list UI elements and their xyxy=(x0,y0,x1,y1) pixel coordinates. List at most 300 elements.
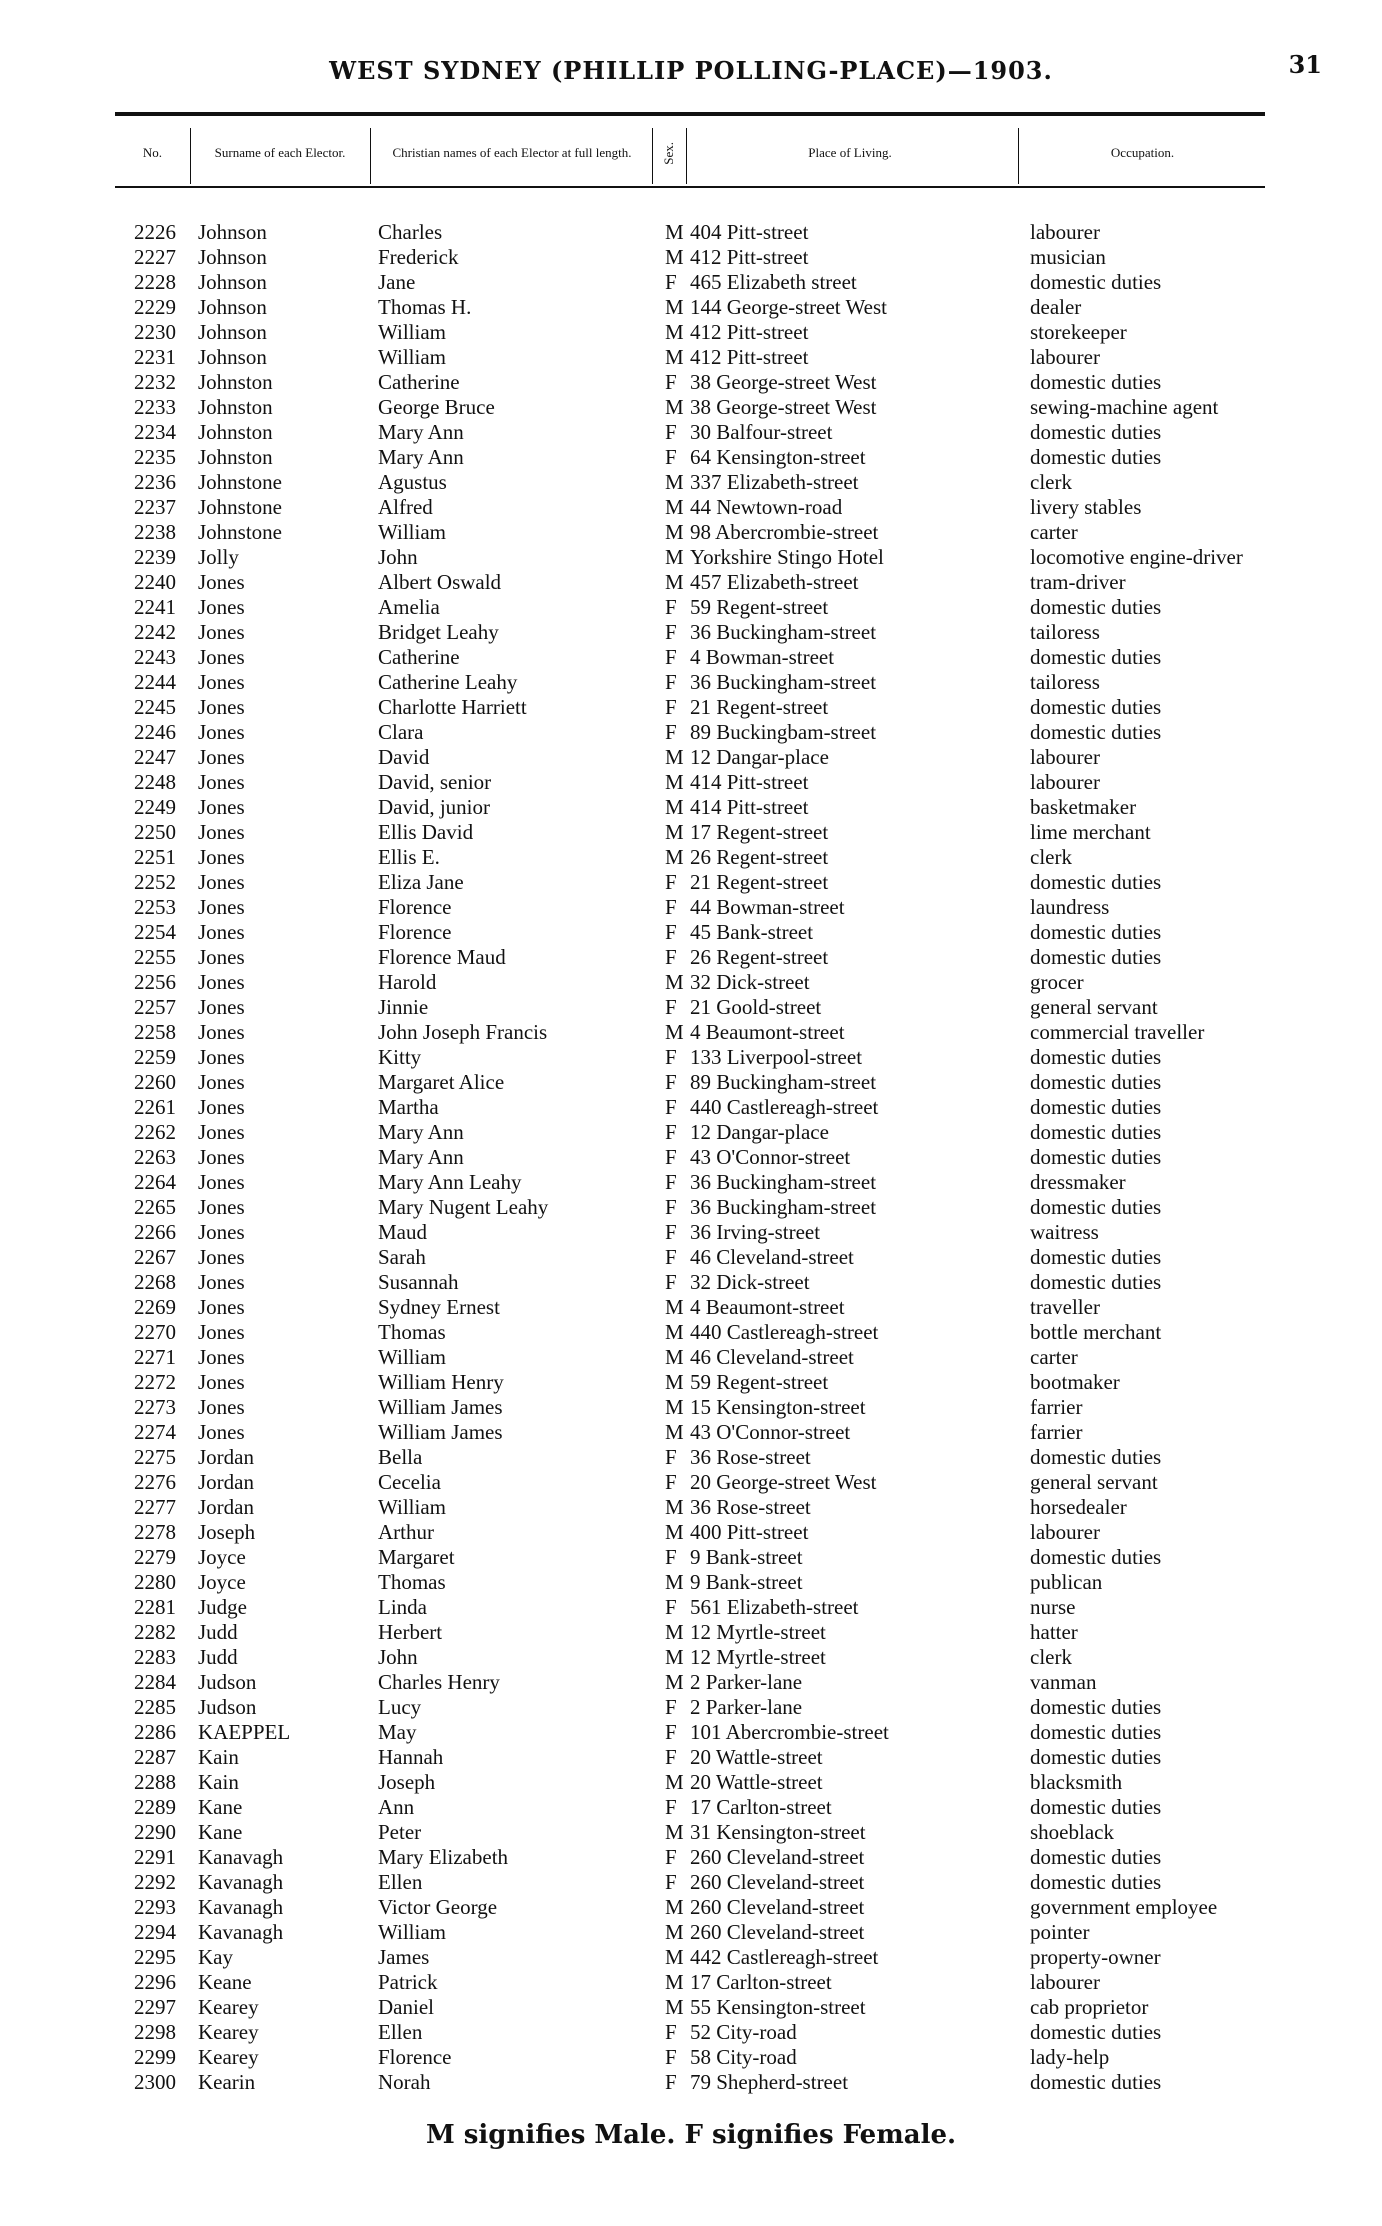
elector-surname: Jones xyxy=(198,1295,245,1319)
elector-surname: Jones xyxy=(198,595,245,619)
elector-christian-names: Bella xyxy=(378,1445,423,1469)
elector-occupation: horsedealer xyxy=(1030,1495,1127,1519)
list-item xyxy=(0,495,1382,520)
elector-surname: Jones xyxy=(198,1070,245,1094)
column-divider xyxy=(686,128,687,184)
elector-number: 2274 xyxy=(134,1420,176,1444)
elector-sex: F xyxy=(665,270,677,294)
elector-place-of-living: 4 Beaumont-street xyxy=(690,1295,845,1319)
elector-place-of-living: 31 Kensington-street xyxy=(690,1820,866,1844)
list-item xyxy=(0,1820,1382,1845)
list-item xyxy=(0,720,1382,745)
elector-surname: Johnstone xyxy=(198,520,282,544)
list-item xyxy=(0,1720,1382,1745)
list-item xyxy=(0,1570,1382,1595)
elector-sex: M xyxy=(665,1995,684,2019)
elector-sex: F xyxy=(665,2045,677,2069)
elector-surname: Kain xyxy=(198,1745,239,1769)
elector-christian-names: Ellen xyxy=(378,2020,423,2044)
elector-occupation: domestic duties xyxy=(1030,645,1162,669)
list-item xyxy=(0,1370,1382,1395)
elector-number: 2248 xyxy=(134,770,176,794)
list-item xyxy=(0,1470,1382,1495)
elector-surname: Jones xyxy=(198,1370,245,1394)
elector-number: 2229 xyxy=(134,295,176,319)
elector-surname: Judge xyxy=(198,1595,247,1619)
elector-surname: Johnson xyxy=(198,220,267,244)
elector-christian-names: Catherine xyxy=(378,645,460,669)
elector-occupation: domestic duties xyxy=(1030,370,1162,394)
elector-number: 2297 xyxy=(134,1995,176,2019)
elector-place-of-living: 17 Carlton-street xyxy=(690,1795,832,1819)
elector-christian-names: Thomas xyxy=(378,1320,446,1344)
elector-christian-names: Charles Henry xyxy=(378,1670,500,1694)
list-item xyxy=(0,420,1382,445)
elector-place-of-living: 4 Bowman-street xyxy=(690,645,835,669)
column-divider xyxy=(370,128,371,184)
elector-christian-names: Jinnie xyxy=(378,995,429,1019)
elector-surname: Johnston xyxy=(198,370,273,394)
elector-sex: M xyxy=(665,1970,684,1994)
elector-number: 2258 xyxy=(134,1020,176,1044)
elector-christian-names: Linda xyxy=(378,1595,427,1619)
elector-christian-names: William James xyxy=(378,1420,503,1444)
list-item xyxy=(0,845,1382,870)
elector-number: 2241 xyxy=(134,595,176,619)
elector-sex: M xyxy=(665,1670,684,1694)
elector-place-of-living: 64 Kensington-street xyxy=(690,445,866,469)
elector-surname: Johnson xyxy=(198,245,267,269)
elector-occupation: domestic duties xyxy=(1030,1145,1162,1169)
elector-sex: F xyxy=(665,1870,677,1894)
elector-surname: Jones xyxy=(198,745,245,769)
elector-place-of-living: 4 Beaumont-street xyxy=(690,1020,845,1044)
elector-place-of-living: 12 Myrtle-street xyxy=(690,1645,826,1669)
elector-christian-names: Mary Ann Leahy xyxy=(378,1170,522,1194)
elector-number: 2253 xyxy=(134,895,176,919)
column-header-surname: Surname of each Elector. xyxy=(214,145,346,160)
list-item xyxy=(0,670,1382,695)
elector-sex: F xyxy=(665,2070,677,2094)
elector-occupation: domestic duties xyxy=(1030,1845,1162,1869)
elector-occupation: vanman xyxy=(1030,1670,1097,1694)
elector-occupation: hatter xyxy=(1030,1620,1078,1644)
list-item xyxy=(0,1045,1382,1070)
list-item xyxy=(0,870,1382,895)
elector-christian-names: Peter xyxy=(378,1820,422,1844)
elector-occupation: domestic duties xyxy=(1030,1245,1162,1269)
elector-number: 2260 xyxy=(134,1070,176,1094)
elector-christian-names: Florence xyxy=(378,920,452,944)
elector-number: 2299 xyxy=(134,2045,176,2069)
elector-place-of-living: 26 Regent-street xyxy=(690,845,829,869)
elector-occupation: farrier xyxy=(1030,1420,1083,1444)
elector-surname: Kavanagh xyxy=(198,1895,284,1919)
elector-occupation: domestic duties xyxy=(1030,1195,1162,1219)
elector-christian-names: Amelia xyxy=(378,595,440,619)
list-item xyxy=(0,645,1382,670)
elector-occupation: tram-driver xyxy=(1030,570,1126,594)
elector-surname: Kane xyxy=(198,1820,243,1844)
list-item xyxy=(0,895,1382,920)
elector-occupation: waitress xyxy=(1030,1220,1099,1244)
elector-surname: Jones xyxy=(198,695,245,719)
elector-number: 2294 xyxy=(134,1920,176,1944)
elector-surname: Johnston xyxy=(198,395,273,419)
elector-place-of-living: 44 Bowman-street xyxy=(690,895,845,919)
elector-place-of-living: 2 Parker-lane xyxy=(690,1695,803,1719)
list-item xyxy=(0,1795,1382,1820)
elector-sex: F xyxy=(665,595,677,619)
elector-number: 2292 xyxy=(134,1870,176,1894)
list-item xyxy=(0,245,1382,270)
elector-surname: Johnson xyxy=(198,320,267,344)
elector-surname: Jones xyxy=(198,995,245,1019)
elector-surname: Jones xyxy=(198,870,245,894)
elector-number: 2252 xyxy=(134,870,176,894)
list-item xyxy=(0,370,1382,395)
elector-christian-names: Cecelia xyxy=(378,1470,441,1494)
elector-surname: Jones xyxy=(198,945,245,969)
list-item xyxy=(0,1945,1382,1970)
elector-number: 2283 xyxy=(134,1645,176,1669)
elector-number: 2262 xyxy=(134,1120,176,1144)
elector-number: 2275 xyxy=(134,1445,176,1469)
elector-christian-names: John xyxy=(378,545,418,569)
elector-sex: M xyxy=(665,845,684,869)
elector-number: 2246 xyxy=(134,720,176,744)
elector-christian-names: Norah xyxy=(378,2070,431,2094)
list-item xyxy=(0,345,1382,370)
elector-surname: Johnstone xyxy=(198,495,282,519)
elector-christian-names: William xyxy=(378,1345,446,1369)
elector-number: 2240 xyxy=(134,570,176,594)
elector-surname: Jones xyxy=(198,1395,245,1419)
elector-place-of-living: 440 Castlereagh-street xyxy=(690,1320,879,1344)
elector-surname: Jones xyxy=(198,770,245,794)
elector-surname: Jones xyxy=(198,720,245,744)
elector-surname: Jones xyxy=(198,645,245,669)
elector-sex: M xyxy=(665,345,684,369)
elector-sex: F xyxy=(665,670,677,694)
elector-sex: M xyxy=(665,1295,684,1319)
elector-christian-names: Mary Elizabeth xyxy=(378,1845,509,1869)
elector-christian-names: David, junior xyxy=(378,795,490,819)
elector-place-of-living: 260 Cleveland-street xyxy=(690,1870,865,1894)
elector-number: 2300 xyxy=(134,2070,176,2094)
elector-occupation: commercial traveller xyxy=(1030,1020,1205,1044)
elector-christian-names: Ann xyxy=(378,1795,415,1819)
elector-christian-names: James xyxy=(378,1945,430,1969)
elector-occupation: pointer xyxy=(1030,1920,1090,1944)
elector-occupation: domestic duties xyxy=(1030,595,1162,619)
elector-surname: Jones xyxy=(198,1270,245,1294)
elector-christian-names: Charlotte Harriett xyxy=(378,695,527,719)
elector-occupation: locomotive engine-driver xyxy=(1030,545,1243,569)
list-item xyxy=(0,1445,1382,1470)
elector-place-of-living: 98 Abercrombie-street xyxy=(690,520,879,544)
elector-sex: F xyxy=(665,1720,677,1744)
elector-place-of-living: 15 Kensington-street xyxy=(690,1395,866,1419)
elector-surname: Kearey xyxy=(198,1995,259,2019)
elector-occupation: domestic duties xyxy=(1030,2020,1162,2044)
elector-sex: M xyxy=(665,1645,684,1669)
elector-surname: Kay xyxy=(198,1945,233,1969)
elector-number: 2227 xyxy=(134,245,176,269)
elector-christian-names: Susannah xyxy=(378,1270,459,1294)
top-rule xyxy=(115,112,1265,116)
elector-sex: F xyxy=(665,1470,677,1494)
elector-sex: F xyxy=(665,1195,677,1219)
elector-christian-names: Clara xyxy=(378,720,424,744)
elector-number: 2272 xyxy=(134,1370,176,1394)
elector-place-of-living: 21 Regent-street xyxy=(690,695,829,719)
elector-christian-names: William Henry xyxy=(378,1370,504,1394)
elector-surname: Judson xyxy=(198,1670,257,1694)
elector-christian-names: Mary Ann xyxy=(378,445,464,469)
elector-christian-names: Thomas xyxy=(378,1570,446,1594)
elector-occupation: publican xyxy=(1030,1570,1103,1594)
elector-place-of-living: 101 Abercrombie-street xyxy=(690,1720,889,1744)
elector-number: 2293 xyxy=(134,1895,176,1919)
elector-sex: F xyxy=(665,1145,677,1169)
elector-place-of-living: 46 Cleveland-street xyxy=(690,1245,854,1269)
elector-number: 2238 xyxy=(134,520,176,544)
elector-sex: M xyxy=(665,220,684,244)
elector-number: 2265 xyxy=(134,1195,176,1219)
list-item xyxy=(0,620,1382,645)
elector-place-of-living: 38 George-street West xyxy=(690,395,877,419)
elector-sex: F xyxy=(665,870,677,894)
elector-number: 2243 xyxy=(134,645,176,669)
elector-sex: M xyxy=(665,1420,684,1444)
elector-number: 2284 xyxy=(134,1670,176,1694)
list-item xyxy=(0,1620,1382,1645)
elector-surname: Johnston xyxy=(198,420,273,444)
elector-sex: F xyxy=(665,945,677,969)
list-item xyxy=(0,520,1382,545)
elector-sex: F xyxy=(665,370,677,394)
elector-occupation: labourer xyxy=(1030,345,1100,369)
list-item xyxy=(0,820,1382,845)
elector-occupation: labourer xyxy=(1030,770,1100,794)
elector-number: 2247 xyxy=(134,745,176,769)
column-header-place: Place of Living. xyxy=(808,145,892,160)
elector-christian-names: Florence Maud xyxy=(378,945,506,969)
elector-place-of-living: 20 Wattle-street xyxy=(690,1745,823,1769)
elector-sex: F xyxy=(665,1120,677,1144)
elector-number: 2245 xyxy=(134,695,176,719)
elector-number: 2281 xyxy=(134,1595,176,1619)
elector-christian-names: Alfred xyxy=(378,495,433,519)
column-divider xyxy=(1018,128,1019,184)
elector-place-of-living: 20 Wattle-street xyxy=(690,1770,823,1794)
elector-place-of-living: 400 Pitt-street xyxy=(690,1520,809,1544)
elector-place-of-living: 21 Regent-street xyxy=(690,870,829,894)
elector-number: 2239 xyxy=(134,545,176,569)
list-item xyxy=(0,1220,1382,1245)
elector-sex: F xyxy=(665,720,677,744)
elector-place-of-living: 414 Pitt-street xyxy=(690,770,809,794)
elector-occupation: domestic duties xyxy=(1030,720,1162,744)
elector-surname: Jordan xyxy=(198,1445,254,1469)
elector-surname: Kavanagh xyxy=(198,1870,284,1894)
elector-surname: Jones xyxy=(198,895,245,919)
elector-place-of-living: 36 Buckingham-street xyxy=(690,1170,877,1194)
elector-christian-names: Catherine Leahy xyxy=(378,670,518,694)
elector-sex: F xyxy=(665,1545,677,1569)
elector-sex: F xyxy=(665,1170,677,1194)
elector-occupation: domestic duties xyxy=(1030,445,1162,469)
elector-surname: Jones xyxy=(198,820,245,844)
elector-christian-names: Arthur xyxy=(378,1520,434,1544)
elector-surname: Jones xyxy=(198,1345,245,1369)
list-item xyxy=(0,570,1382,595)
elector-number: 2233 xyxy=(134,395,176,419)
column-header-row xyxy=(115,120,1265,186)
elector-sex: F xyxy=(665,995,677,1019)
elector-place-of-living: 36 Rose-street xyxy=(690,1445,811,1469)
elector-number: 2264 xyxy=(134,1170,176,1194)
list-item xyxy=(0,270,1382,295)
elector-surname: Johnston xyxy=(198,445,273,469)
elector-number: 2291 xyxy=(134,1845,176,1869)
elector-christian-names: Hannah xyxy=(378,1745,444,1769)
elector-occupation: blacksmith xyxy=(1030,1770,1123,1794)
elector-place-of-living: 58 City-road xyxy=(690,2045,797,2069)
elector-number: 2244 xyxy=(134,670,176,694)
elector-occupation: bottle merchant xyxy=(1030,1320,1162,1344)
elector-occupation: nurse xyxy=(1030,1595,1076,1619)
elector-place-of-living: 457 Elizabeth-street xyxy=(690,570,859,594)
elector-number: 2235 xyxy=(134,445,176,469)
elector-occupation: livery stables xyxy=(1030,495,1142,519)
elector-sex: M xyxy=(665,1495,684,1519)
elector-surname: Jones xyxy=(198,1120,245,1144)
elector-occupation: domestic duties xyxy=(1030,695,1162,719)
elector-number: 2271 xyxy=(134,1345,176,1369)
list-item xyxy=(0,1420,1382,1445)
elector-sex: F xyxy=(665,1245,677,1269)
elector-surname: Jordan xyxy=(198,1470,254,1494)
elector-number: 2237 xyxy=(134,495,176,519)
elector-sex: F xyxy=(665,1045,677,1069)
list-item xyxy=(0,1245,1382,1270)
elector-place-of-living: Yorkshire Stingo Hotel xyxy=(690,545,884,569)
elector-number: 2295 xyxy=(134,1945,176,1969)
elector-sex: M xyxy=(665,820,684,844)
elector-sex: F xyxy=(665,1220,677,1244)
list-item xyxy=(0,1395,1382,1420)
elector-number: 2288 xyxy=(134,1770,176,1794)
elector-number: 2273 xyxy=(134,1395,176,1419)
elector-christian-names: Albert Oswald xyxy=(378,570,502,594)
elector-surname: Jones xyxy=(198,620,245,644)
elector-number: 2282 xyxy=(134,1620,176,1644)
elector-sex: M xyxy=(665,495,684,519)
elector-surname: Jones xyxy=(198,670,245,694)
elector-place-of-living: 52 City-road xyxy=(690,2020,797,2044)
elector-occupation: tailoress xyxy=(1030,620,1100,644)
elector-number: 2266 xyxy=(134,1220,176,1244)
elector-christian-names: May xyxy=(378,1720,417,1744)
list-item xyxy=(0,1170,1382,1195)
elector-sex: M xyxy=(665,1820,684,1844)
elector-place-of-living: 55 Kensington-street xyxy=(690,1995,866,2019)
list-item xyxy=(0,295,1382,320)
list-item xyxy=(0,445,1382,470)
elector-sex: M xyxy=(665,1370,684,1394)
list-item xyxy=(0,395,1382,420)
list-item xyxy=(0,1770,1382,1795)
list-item xyxy=(0,1695,1382,1720)
elector-occupation: domestic duties xyxy=(1030,1045,1162,1069)
column-header-occupation: Occupation. xyxy=(1110,145,1175,160)
list-item xyxy=(0,1120,1382,1145)
elector-occupation: sewing-machine agent xyxy=(1030,395,1219,419)
elector-sex: F xyxy=(665,1845,677,1869)
elector-sex: M xyxy=(665,1770,684,1794)
elector-sex: F xyxy=(665,420,677,444)
elector-place-of-living: 9 Bank-street xyxy=(690,1570,803,1594)
elector-occupation: domestic duties xyxy=(1030,1270,1162,1294)
elector-number: 2261 xyxy=(134,1095,176,1119)
elector-number: 2257 xyxy=(134,995,176,1019)
elector-surname: Jones xyxy=(198,1320,245,1344)
elector-place-of-living: 32 Dick-street xyxy=(690,1270,810,1294)
elector-occupation: bootmaker xyxy=(1030,1370,1120,1394)
elector-number: 2268 xyxy=(134,1270,176,1294)
elector-occupation: domestic duties xyxy=(1030,1545,1162,1569)
elector-place-of-living: 36 Rose-street xyxy=(690,1495,811,1519)
elector-christian-names: Charles xyxy=(378,220,443,244)
elector-number: 2236 xyxy=(134,470,176,494)
elector-place-of-living: 30 Balfour-street xyxy=(690,420,833,444)
elector-place-of-living: 144 George-street West xyxy=(690,295,887,319)
elector-number: 2269 xyxy=(134,1295,176,1319)
elector-christian-names: Florence xyxy=(378,895,452,919)
elector-sex: M xyxy=(665,520,684,544)
list-item xyxy=(0,2020,1382,2045)
elector-place-of-living: 260 Cleveland-street xyxy=(690,1845,865,1869)
elector-sex: M xyxy=(665,1920,684,1944)
elector-occupation: domestic duties xyxy=(1030,945,1162,969)
elector-surname: Jones xyxy=(198,1095,245,1119)
elector-number: 2242 xyxy=(134,620,176,644)
elector-christian-names: William xyxy=(378,345,446,369)
elector-surname: Kanavagh xyxy=(198,1845,284,1869)
elector-sex: M xyxy=(665,570,684,594)
elector-number: 2228 xyxy=(134,270,176,294)
elector-place-of-living: 45 Bank-street xyxy=(690,920,814,944)
elector-place-of-living: 260 Cleveland-street xyxy=(690,1895,865,1919)
elector-surname: Judson xyxy=(198,1695,257,1719)
elector-sex: M xyxy=(665,470,684,494)
column-header-no: No. xyxy=(142,145,163,160)
elector-sex: M xyxy=(665,745,684,769)
elector-sex: F xyxy=(665,620,677,644)
elector-sex: F xyxy=(665,445,677,469)
elector-place-of-living: 36 Buckingham-street xyxy=(690,1195,877,1219)
list-item xyxy=(0,1895,1382,1920)
elector-occupation: government employee xyxy=(1030,1895,1218,1919)
elector-christian-names: Maud xyxy=(378,1220,427,1244)
elector-place-of-living: 133 Liverpool-street xyxy=(690,1045,863,1069)
elector-place-of-living: 465 Elizabeth street xyxy=(690,270,857,294)
elector-occupation: domestic duties xyxy=(1030,1795,1162,1819)
elector-place-of-living: 43 O'Connor-street xyxy=(690,1420,851,1444)
elector-surname: Kearey xyxy=(198,2045,259,2069)
